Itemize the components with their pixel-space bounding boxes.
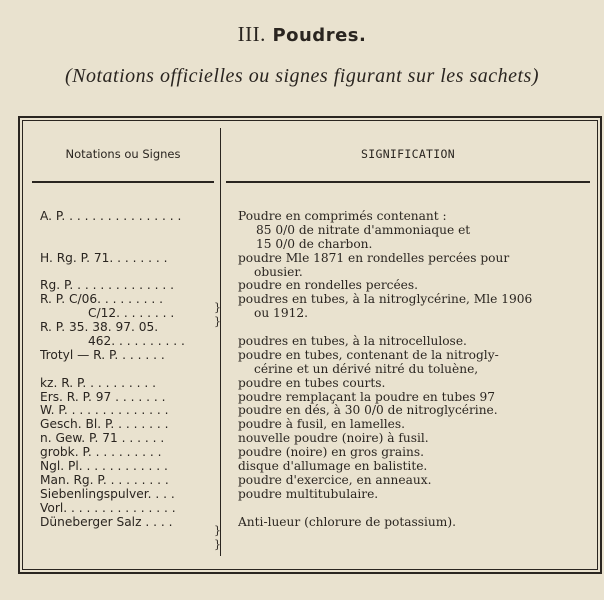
section-title xyxy=(0,22,604,47)
header-rule-right xyxy=(226,181,590,183)
signification-row: Anti-lueur (chlorure de potassium). xyxy=(238,515,456,529)
signification-row: poudre Mle 1871 en rondelles percées pour xyxy=(238,251,510,265)
section-word: Poudres. xyxy=(272,25,367,46)
section-number: III. xyxy=(237,22,266,46)
signification-row: 15 0/0 de charbon. xyxy=(256,237,373,251)
notation-row: Trotyl — R. P. . . . . . . xyxy=(40,348,165,362)
notation-row: kz. R. P. . . . . . . . . . xyxy=(40,376,157,390)
signification-row: poudre d'exercice, en anneaux. xyxy=(238,473,432,487)
notation-row: Man. Rg. P. . . . . . . . . xyxy=(40,473,169,487)
signification-row: 85 0/0 de nitrate d'ammoniaque et xyxy=(256,223,471,237)
signification-row: cérine et un dérivé nitré du toluène, xyxy=(254,362,479,376)
signification-row: poudres en tubes, à la nitrocellulose. xyxy=(238,335,467,349)
notation-row: Vorl. . . . . . . . . . . . . . . xyxy=(40,501,176,515)
signification-row: poudre remplaçant la poudre en tubes 97 xyxy=(238,390,496,404)
section-subtitle: (Notations officielles ou signes figurant sur les sachets) xyxy=(65,65,539,87)
signification-row: poudres en tubes, à la nitroglycérine, Mle 1906 xyxy=(238,293,533,307)
notation-row: Gesch. Bl. P. . . . . . . . xyxy=(40,418,169,432)
signification-row: poudre en tubes, contenant de la nitrogly- xyxy=(238,348,499,362)
notation-row xyxy=(40,224,212,238)
signification-row: poudre en dés, à 30 0/0 de nitroglycérine. xyxy=(238,404,498,418)
signification-column xyxy=(238,210,600,529)
column-divider xyxy=(220,128,221,556)
brace-mark: } xyxy=(214,315,221,328)
notation-row: R. P. 35. 38. 97. 05. xyxy=(40,321,159,335)
signification-row: nouvelle poudre (noire) à fusil. xyxy=(238,432,429,446)
brace-mark: } xyxy=(214,538,221,551)
notation-row: H. Rg. P. 71. . . . . . . . xyxy=(40,251,168,265)
notation-row: Rg. P. . . . . . . . . . . . . . xyxy=(40,279,175,293)
signification-row: disque d'allumage en balistite. xyxy=(238,460,428,474)
signification-row: poudre en tubes courts. xyxy=(238,376,386,390)
notation-row: Ngl. Pl. . . . . . . . . . . . xyxy=(40,460,168,474)
notation-row: W. P. . . . . . . . . . . . . . xyxy=(40,404,169,418)
signification-row xyxy=(238,502,600,516)
signification-row: ou 1912. xyxy=(254,307,308,321)
notation-row: Siebenlingspulver. . . . xyxy=(40,487,175,501)
signification-row: Poudre en comprimés contenant : xyxy=(238,210,447,223)
notation-row: R. P. C/06. . . . . . . . . xyxy=(40,293,163,307)
column-header-notations: Notations ou Signes xyxy=(65,147,181,161)
header-rule-left xyxy=(32,181,214,183)
notations-column xyxy=(40,210,212,529)
notation-row: C/12. . . . . . . . xyxy=(88,307,175,321)
notation-row xyxy=(40,363,212,377)
signification-row xyxy=(238,321,600,335)
brace-mark: } xyxy=(214,301,221,314)
signification-row: poudre en rondelles percées. xyxy=(238,279,419,293)
brace-mark: } xyxy=(214,524,221,537)
notation-row xyxy=(40,238,212,252)
signification-row: poudre (noire) en gros grains. xyxy=(238,446,425,460)
notation-row: n. Gew. P. 71 . . . . . . xyxy=(40,432,165,446)
notation-row: Düneberger Salz . . . . xyxy=(40,515,173,529)
notation-row: 462. . . . . . . . . . xyxy=(88,335,185,349)
notation-row xyxy=(40,266,212,280)
notation-row: grobk. P. . . . . . . . . . xyxy=(40,446,162,460)
signification-row: poudre à fusil, en lamelles. xyxy=(238,418,406,432)
notation-row: A. P. . . . . . . . . . . . . . . . xyxy=(40,210,182,223)
notation-row: Ers. R. P. 97 . . . . . . . xyxy=(40,390,166,404)
signification-row: poudre multitubulaire. xyxy=(238,487,379,501)
column-header-signification: SIGNIFICATION xyxy=(361,147,455,161)
signification-row: obusier. xyxy=(254,265,303,279)
